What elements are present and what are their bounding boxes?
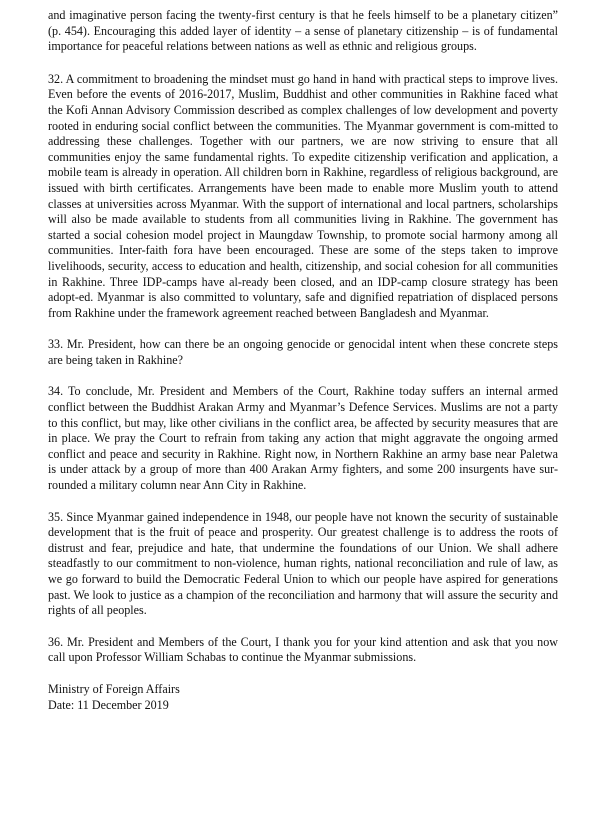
paragraph-33: 33. Mr. President, how can there be an ongoing genocide or genocidal intent when these concrete steps are being taken in Rakhine? (48, 337, 558, 367)
paragraph-continuation: and imaginative person facing the twenty-first century is that he feels himself to be a planetary citizen” (p. 454). Encouraging this added layer of identity – a sense of planetary citizenship – is of fundamental importance for peaceful relations between nations as well as ethnic and religious groups. (48, 8, 558, 54)
document-date: Date: 11 December 2019 (48, 697, 169, 712)
paragraph-32: 32. A commitment to broadening the mindset must go hand in hand with practical steps to improve lives. Even before the events of 2016-2017, Muslim, Buddhist and other communities in Rakhine faced what the Kofi Annan Advisory Commission described as complex challenges of low development and poverty rooted in enduring social conflict between the communities. The Myanmar government is com-mitted to addressing these challenges. Together with our partners, we are now striving to ensure that all communities enjoy the same fundamental rights. To expedite citizenship verification and application, a mobile team is already in operation. All children born in Rakhine, regardless of religious background, are issued with birth certificates. Arrangements have been made to enable more Muslim youth to attend classes at universities across Myanmar. With the support of international and local partners, scholarships will also be made available to students from all communities living in Rakhine. The government has started a social cohesion model project in Maungdaw Township, to promote social harmony among all communities. Inter-faith fora have been encouraged. These are some of the steps taken to improve livelihoods, security, access to education and health, citizenship, and social cohesion for all communities in Rakhine. Three IDP-camps have al-ready been closed, and an IDP-camp closure strategy has been adopt-ed. Myanmar is also committed to voluntary, safe and dignified repatriation of displaced persons from Rakhine under the framework agreement reached between Bangladesh and Myanmar. (48, 71, 558, 320)
paragraph-35: 35. Since Myanmar gained independence in 1948, our people have not known the security of sustainable development that is the fruit of peace and prosperity. Our greatest challenge is to address the roots of distrust and fear, prejudice and hate, that undermine the foundations of our Union. We shall adhere steadfastly to our commitment to non-violence, human rights, national reconciliation and rule of law, as we go forward to build the Democratic Federal Union to which our people have aspired for generations past. We look to justice as a champion of the reconciliation and harmony that will assure the security and rights of all peoples. (48, 509, 558, 618)
paragraph-36: 36. Mr. President and Members of the Court, I thank you for your kind attention and ask that you now call upon Professor William Schabas to continue the Myanmar submissions. (48, 634, 558, 665)
signature-block (48, 682, 558, 713)
paragraph-34: 34. To conclude, Mr. President and Members of the Court, Rakhine today suffers an internal armed conflict between the Buddhist Arakan Army and Myanmar’s Defence Services. Muslims are not a party to this conflict, but may, like other civilians in the conflict area, be affected by security measures that are in place. We pray the Court to refrain from taking any action that might aggravate the ongoing armed conflict and peace and security in Rakhine. Right now, in Northern Rakhine an army base near Paletwa is under attack by a group of more than 400 Arakan Army fighters, and some 200 insurgents have sur-rounded a military column near Ann City in Rakhine. (48, 384, 558, 493)
ministry-name: Ministry of Foreign Affairs (48, 681, 180, 696)
